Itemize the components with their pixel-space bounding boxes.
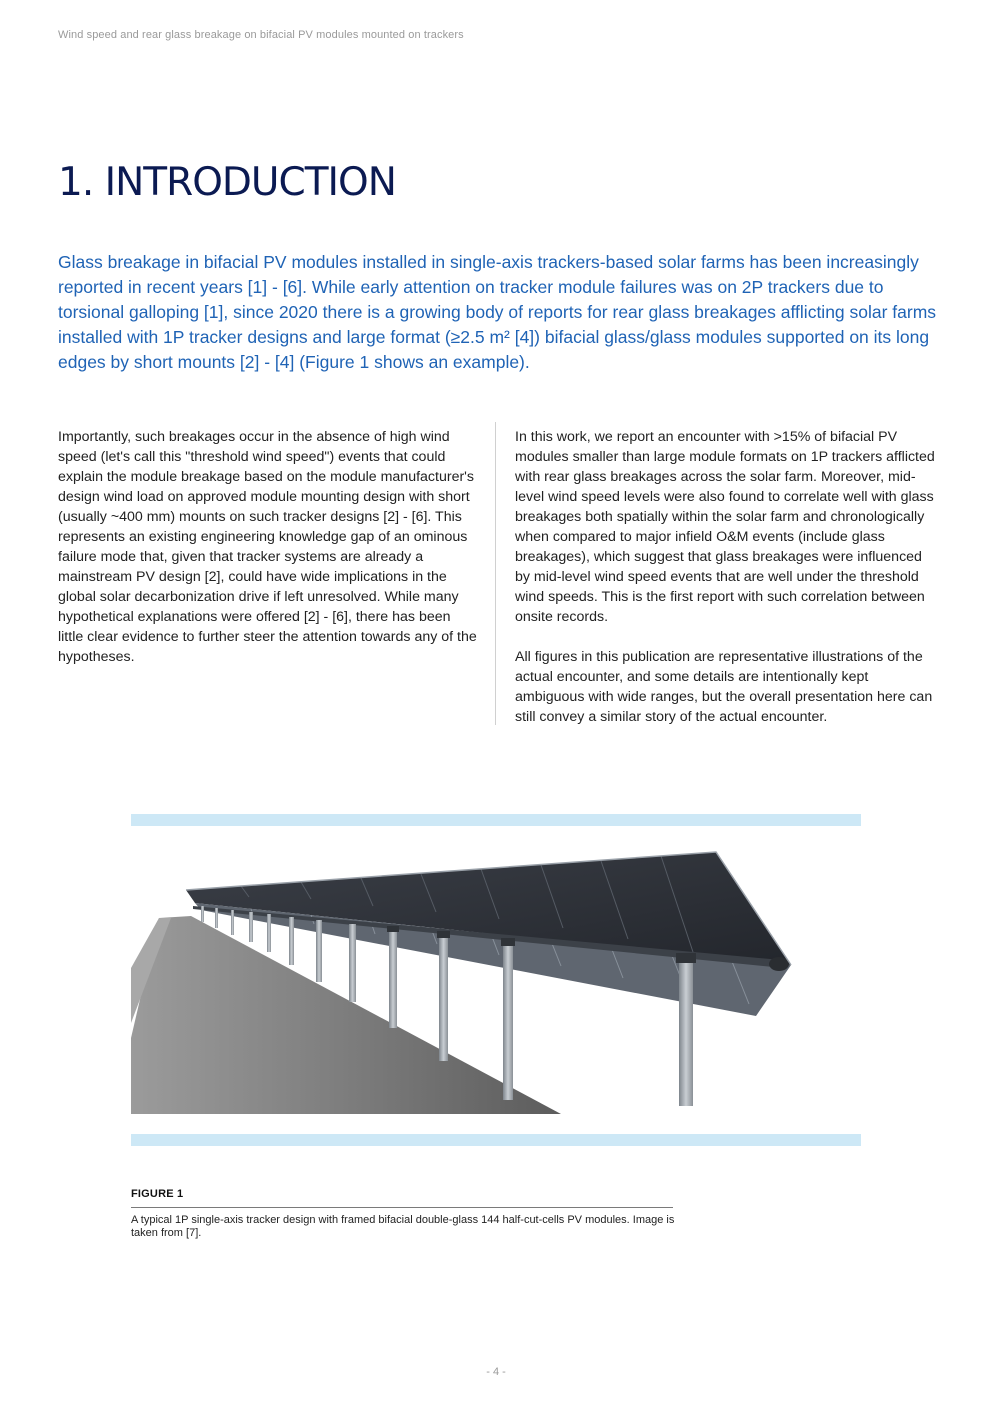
figure-label: FIGURE 1 — [131, 1188, 184, 1200]
left-column — [58, 427, 478, 687]
figure-bottom-band — [131, 1134, 861, 1146]
section-title: 1. INTRODUCTION — [58, 160, 396, 205]
right-column — [515, 427, 937, 747]
body-paragraph: All figures in this publication are representative illustrations of the actual encounter, and some details are intentionally kept ambiguous with wide ranges, but the overall presentation here can still convey a similar story of the actual encounter. — [515, 649, 933, 725]
figure-caption: A typical 1P single-axis tracker design with framed bifacial double-glass 144 half-cut-cells PV modules. Image is taken from [7]. — [131, 1214, 675, 1239]
lead-paragraph: Glass breakage in bifacial PV modules installed in single-axis trackers-based solar farms has been increasingly reported in recent years [1] - [6]. While early attention on tracker module failures was on 2P trackers due to torsional galloping [1], since 2020 there is a growing body of reports for rear glass breakages afflicting solar farms installed with 1P tracker designs and large format (≥2.5 m² [4]) bifacial glass/glass modules supported on its long edges by short mounts [2] - [4] (Figure 1 shows an example). — [58, 252, 937, 372]
figure-caption-rule — [131, 1207, 673, 1208]
body-paragraph: In this work, we report an encounter with >15% of bifacial PV modules smaller than large module formats on 1P trackers afflicted with rear glass breakages across the solar farm. Moreover, mid-level wind speed levels were also found to correlate well with glass breakages both spatially within the solar farm and chronologically when compared to major infield O&M events (include glass breakages), which suggest that glass breakages were influenced by mid-level wind speed events that are well under the threshold wind speeds. This is the first report with such correlation between onsite records. — [515, 429, 935, 625]
running-header: Wind speed and rear glass breakage on bifacial PV modules mounted on trackers — [58, 29, 464, 41]
body-paragraph: Importantly, such breakages occur in the absence of high wind speed (let's call this "threshold wind speed") events that could explain the module breakage based on the module manufacturer's design wind load on approved module mounting design with short (usually ~400 mm) mounts on such tracker designs [2] - [6]. This represents an existing engineering knowledge gap of an ominous failure mode that, given that tracker systems are already a mainstream PV design [2], could have wide implications in the global solar decarbonization drive if left unresolved. While many hypothetical explanations were offered [2] - [6], there has been little clear evidence to further steer the attention towards any of the hypotheses. — [58, 429, 477, 665]
figure-top-band — [131, 814, 861, 826]
column-divider — [495, 422, 496, 725]
page-number: - 4 - — [486, 1366, 506, 1378]
figure-tracker-image — [131, 848, 861, 1114]
